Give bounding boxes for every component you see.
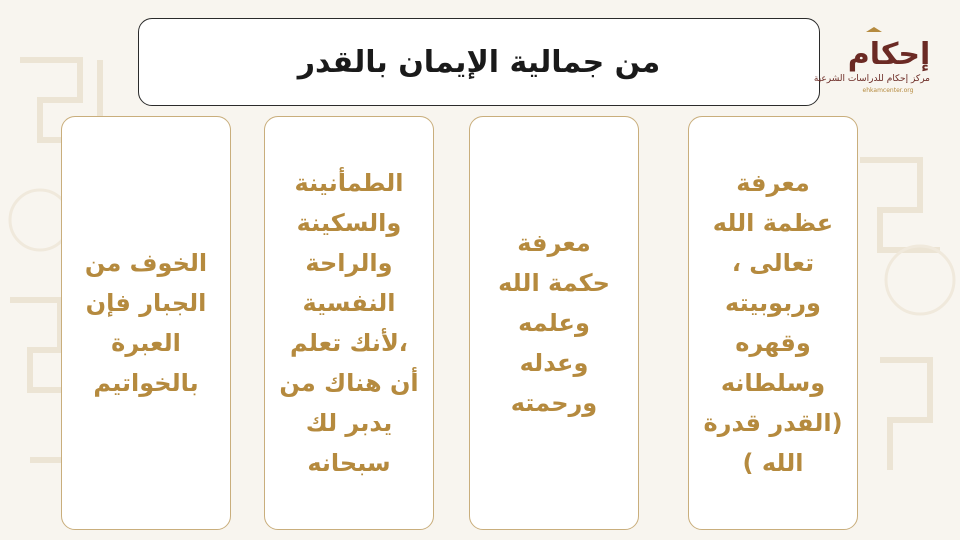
card-tranquility	[264, 116, 434, 530]
title-box	[138, 18, 820, 106]
card-text: معرفة حكمة الله وعلمه وعدله ورحمته	[498, 229, 610, 417]
logo-tagline: ehkamcenter.org	[862, 87, 914, 94]
slide-title: من جمالية الإيمان بالقدر	[297, 44, 661, 80]
card-wisdom-of-god	[469, 116, 639, 530]
logo-name: إحكام	[847, 37, 931, 72]
logo-subtitle: مركز إحكام للدراسات الشرعية	[813, 74, 930, 84]
card-greatness-of-god	[688, 116, 858, 530]
card-text: معرفة عظمة الله تعالى ، وربوبيته وقهره وسلطانه (القدر قدرة الله )	[703, 169, 843, 477]
card-text: الطمأنينة والسكينة والراحة النفسية ،لأنك تعلم أن هناك من يدبر لك سبحانه	[279, 169, 419, 477]
card-text: الخوف من الجبار فإن العبرة بالخواتيم	[84, 249, 208, 397]
card-fear-of-god	[61, 116, 231, 530]
ehkam-logo	[813, 26, 931, 100]
logo-mark-icon	[847, 26, 931, 72]
